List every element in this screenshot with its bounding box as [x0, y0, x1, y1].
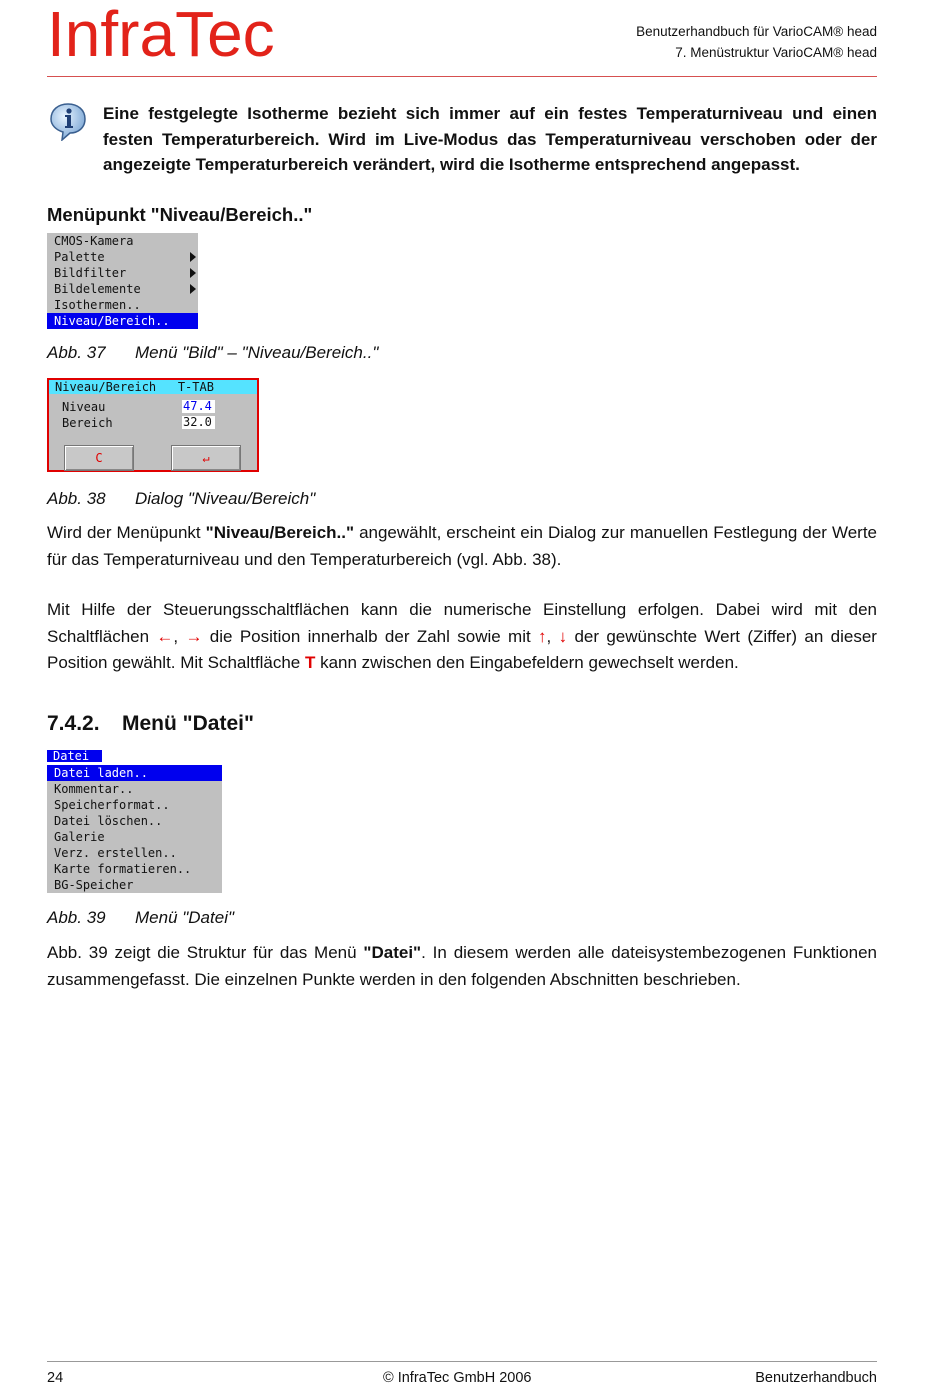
menu-item-verz-erstellen: Verz. erstellen.. — [54, 846, 177, 860]
submenu-arrow-icon — [190, 252, 196, 262]
arrow-up-icon: ↑ — [538, 626, 547, 646]
menu-item-niveau-bereich: Niveau/Bereich.. — [47, 313, 198, 329]
note-text: Eine festgelegte Isotherme bezieht sich immer auf ein festes Temperaturniveau und einen festen Temperaturbereich. Wird im Live-Modus das Temperaturniveau verschoben oder der angezeigte Temperaturbereich verändert, wird die Isotherme entsprechend angepasst. — [103, 104, 877, 174]
paragraph-niveau-intro: Wird der Menüpunkt "Niveau/Bereich.." angewählt, erscheint ein Dialog zur manuellen Festlegung der Werte für das Temperaturniveau und den Temperaturbereich (vgl. Abb. 38). — [47, 523, 877, 569]
menu-item-cmos-kamera: CMOS-Kamera — [54, 234, 134, 248]
menu-item-bildelemente: Bildelemente — [47, 281, 198, 297]
menu-item-isothermen: Isothermen.. — [54, 298, 141, 312]
submenu-arrow-icon — [190, 268, 196, 278]
section-heading-datei: 7.4.2. Menü "Datei" — [47, 712, 254, 735]
footer-divider — [47, 1361, 877, 1362]
dialog-title: Niveau/Bereich T-TAB — [49, 380, 257, 394]
menu-item-karte-formatieren: Karte formatieren.. — [54, 862, 192, 876]
figure-caption-37: Abb. 37 Menü "Bild" – "Niveau/Bereich.." — [47, 343, 379, 362]
doc-title: Benutzerhandbuch für VarioCAM® head — [636, 24, 877, 39]
niveau-label: Niveau — [62, 400, 106, 414]
confirm-button: ↵ — [171, 445, 241, 471]
footer-copyright: © InfraTec GmbH 2006 — [383, 1370, 532, 1386]
menu-datei-screenshot — [47, 765, 222, 893]
paragraph-datei: Abb. 39 zeigt die Struktur für das Menü "Datei". In diesem werden alle dateisystembezogenen Funktionen zusammengefasst. Die einzelnen Punkte werden in den folgenden Abschnitten beschrieben. — [47, 943, 877, 989]
menu-item-palette: Palette — [47, 249, 198, 265]
niveau-bereich-dialog — [47, 378, 259, 472]
info-icon — [48, 101, 88, 141]
t-key-label: T — [304, 653, 316, 672]
page-number: 24 — [47, 1370, 64, 1386]
menu-item-kommentar: Kommentar.. — [54, 782, 134, 796]
chapter-title: 7. Menüstruktur VarioCAM® head — [675, 45, 877, 60]
niveau-value-field: 47.4 — [182, 400, 215, 413]
submenu-arrow-icon — [190, 284, 196, 294]
menu-datei-header: Datei — [47, 750, 102, 762]
figure-caption-39: Abb. 39 Menü "Datei" — [47, 908, 235, 927]
menu-item-bildfilter: Bildfilter — [47, 265, 198, 281]
menu-item-bg-speicher: BG-Speicher — [54, 878, 134, 892]
cancel-button: C — [64, 445, 134, 471]
menu-item-speicherformat: Speicherformat.. — [54, 798, 170, 812]
arrow-left-icon: ← — [156, 626, 174, 646]
section-heading-niveau: Menüpunkt "Niveau/Bereich.." — [47, 204, 313, 225]
infratec-logo: InfraTec — [47, 0, 275, 70]
menu-item-datei-loeschen: Datei löschen.. — [54, 814, 163, 828]
menu-item-datei-laden: Datei laden.. — [47, 765, 222, 781]
menu-item-galerie: Galerie — [54, 830, 105, 844]
header-divider — [47, 76, 877, 77]
paragraph-controls: Mit Hilfe der Steuerungsschaltflächen kann die numerische Einstellung erfolgen. Dabei wird mit den Schaltflächen ←, → die Position innerhalb der Zahl sowie mit ↑, ↓ der gewünschte Wert (Ziffer) an dieser Position gewählt. Mit Schaltfläche T kann zwischen den Eingabefeldern gewechselt werden. — [47, 600, 877, 672]
bereich-value-field: 32.0 — [182, 416, 215, 429]
arrow-right-icon: → — [185, 626, 203, 646]
bereich-label: Bereich — [62, 416, 113, 430]
arrow-down-icon: ↓ — [558, 626, 568, 646]
footer-doc-name: Benutzerhandbuch — [755, 1370, 877, 1386]
figure-caption-38: Abb. 38 Dialog "Niveau/Bereich" — [47, 489, 316, 508]
menu-bild-screenshot — [47, 233, 198, 329]
